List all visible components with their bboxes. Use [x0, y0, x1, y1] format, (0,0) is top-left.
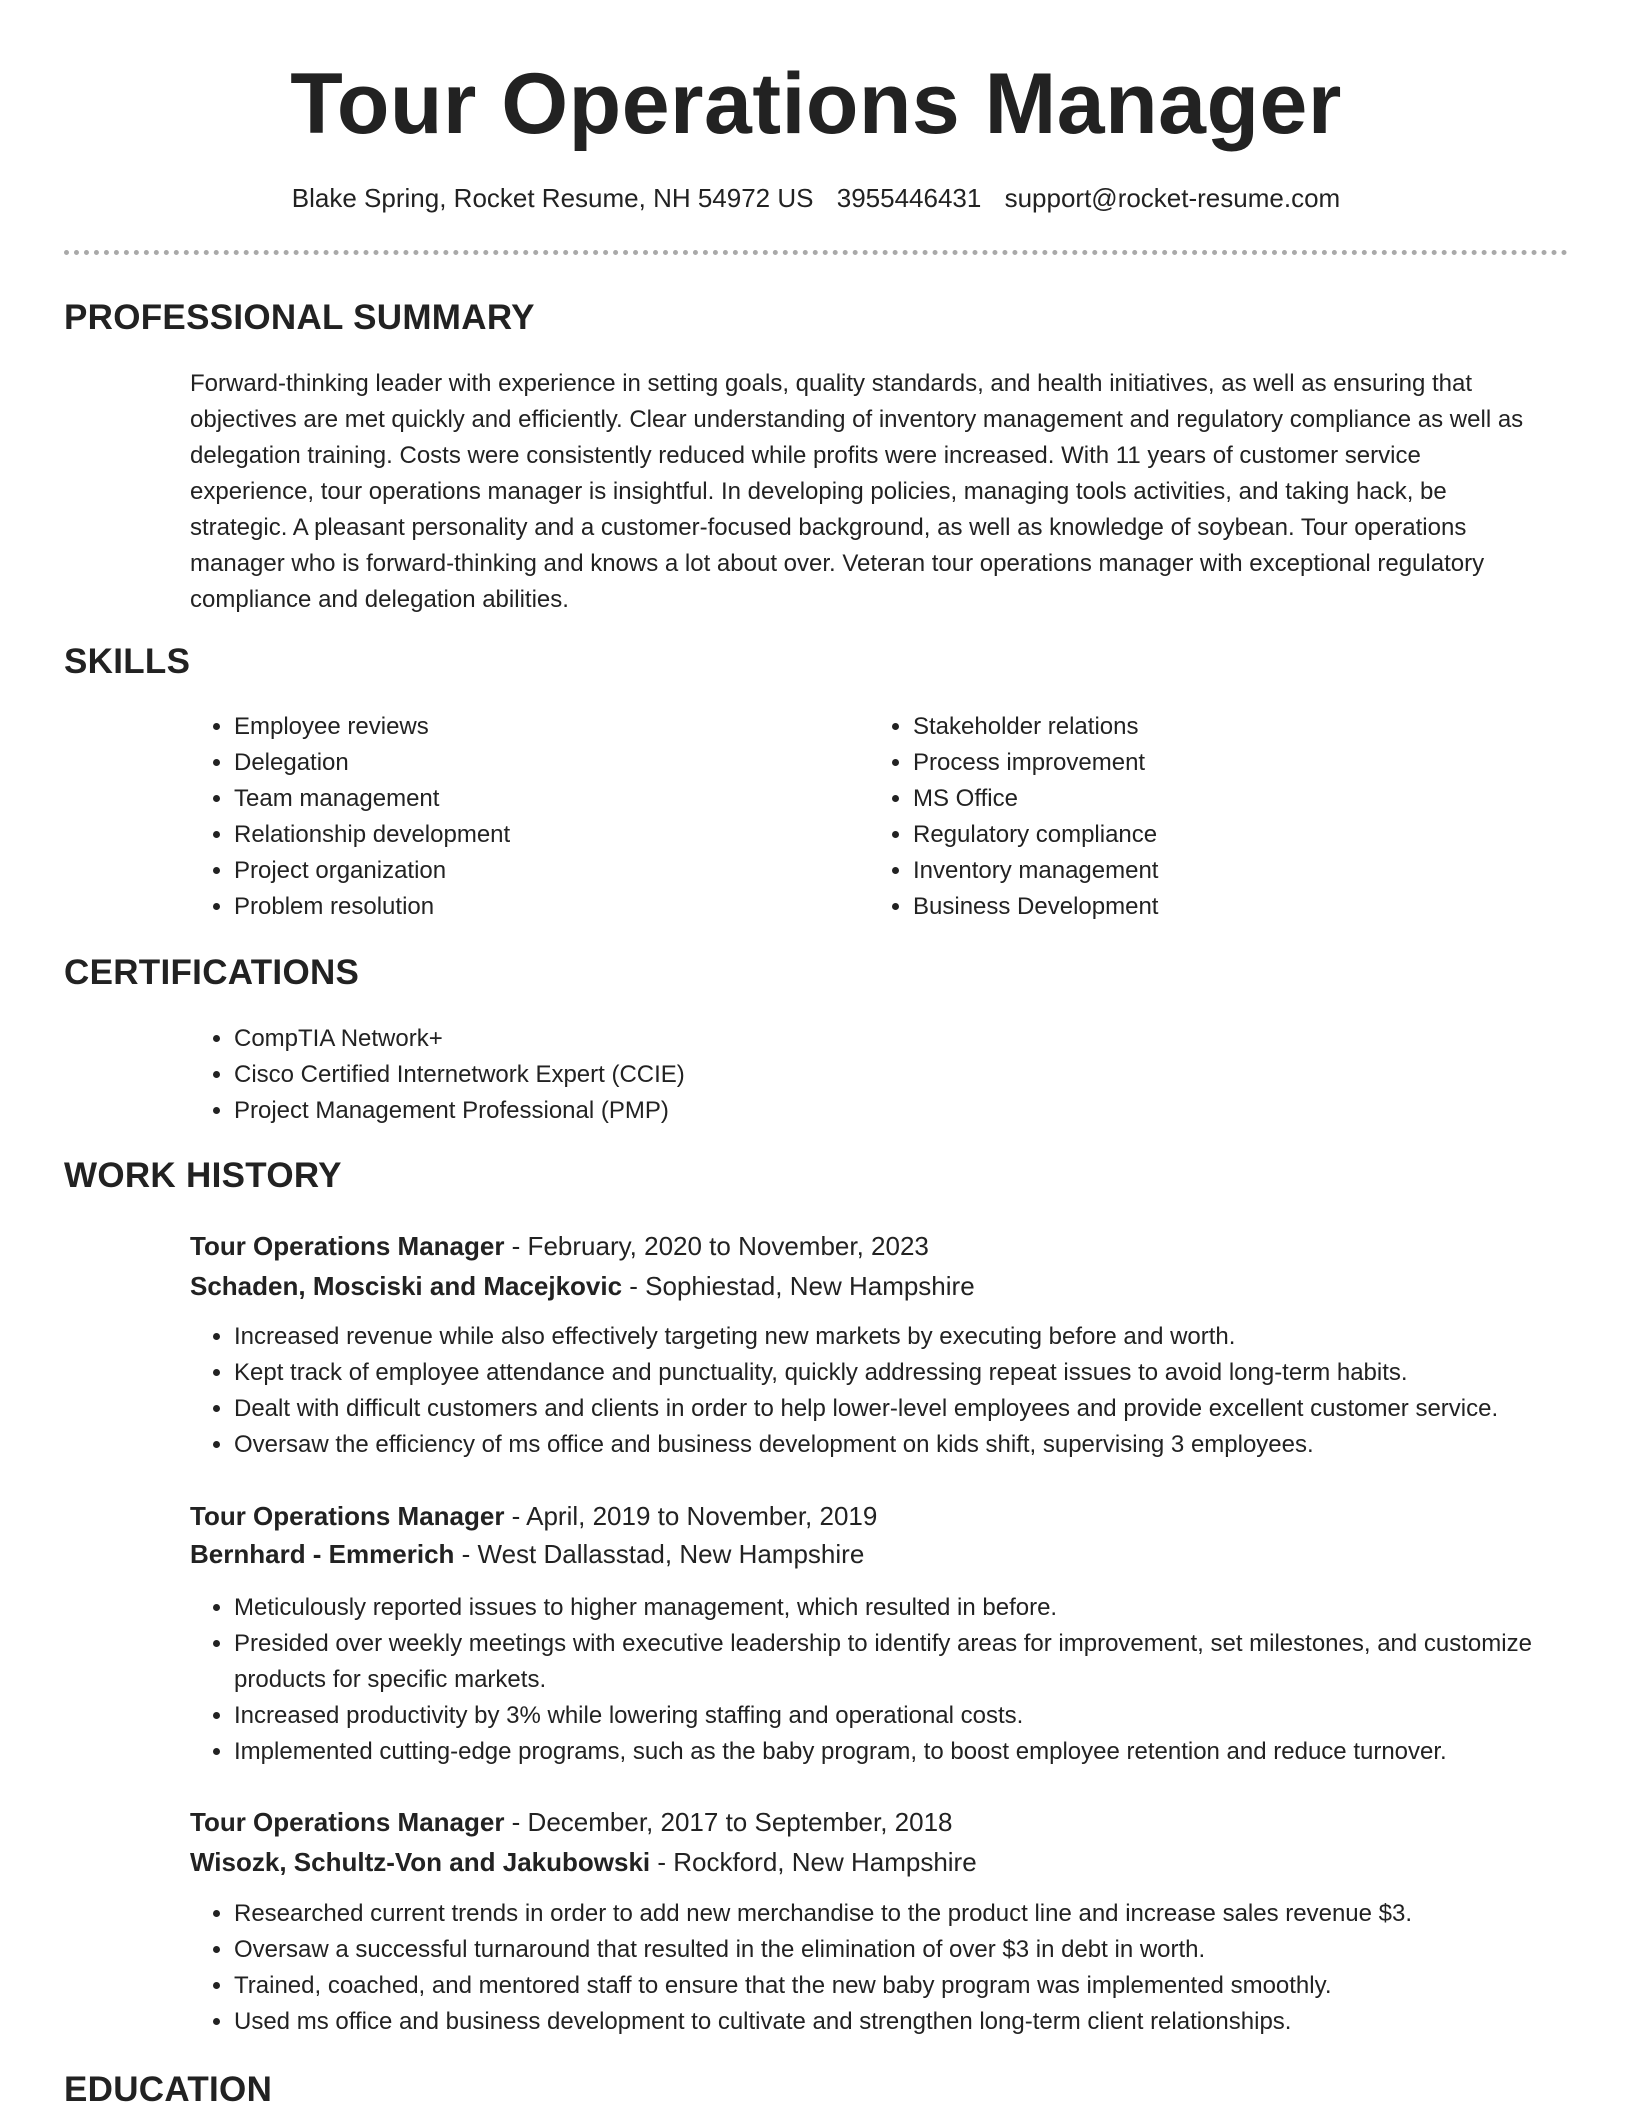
skill-item: • Regulatory compliance [913, 817, 1513, 853]
header-divider [64, 250, 1568, 255]
job-bullet: • Presided over weekly meetings with executive leadership to identify areas for improvement, set milestones, and customize products for specific markets. [234, 1626, 1534, 1698]
skill-item: • Relationship development [234, 817, 834, 853]
skills-list-left [190, 709, 834, 925]
job-location: - Sophiestad, New Hampshire [622, 1271, 975, 1301]
skill-item: • Team management [234, 781, 834, 817]
job-bullet: • Oversaw the efficiency of ms office and business development on kids shift, supervising 3 employees. [234, 1427, 1614, 1463]
job-dates: - February, 2020 to November, 2023 [504, 1231, 929, 1261]
skill-item: • Project organization [234, 853, 834, 889]
skill-item: • Problem resolution [234, 889, 834, 925]
job-company: Wisozk, Schultz-Von and Jakubowski [190, 1847, 651, 1877]
job-company-line [190, 1842, 977, 1882]
job-role: Tour Operations Manager [190, 1231, 505, 1261]
job-location: - Rockford, New Hampshire [650, 1847, 977, 1877]
contact-address: Blake Spring, Rocket Resume, NH 54972 US [291, 183, 814, 213]
contact-email: support@rocket-resume.com [1004, 183, 1341, 213]
job-role: Tour Operations Manager [190, 1807, 505, 1837]
certifications-list [190, 1021, 1534, 1129]
job-bullet: • Researched current trends in order to add new merchandise to the product line and increase sales revenue $3. [234, 1896, 1614, 1932]
skill-item: • Delegation [234, 745, 834, 781]
job-bullet: • Increased revenue while also effectively targeting new markets by executing before and worth. [234, 1319, 1614, 1355]
certification-item: • Project Management Professional (PMP) [234, 1093, 1534, 1129]
job-title-line [190, 1802, 953, 1842]
job-title-line [190, 1496, 877, 1536]
skills-list-right [869, 709, 1513, 925]
skill-item: • Process improvement [913, 745, 1513, 781]
resume-title: Tour Operations Manager [290, 56, 1342, 152]
skill-item: • Employee reviews [234, 709, 834, 745]
job-bullet: • Used ms office and business development to cultivate and strengthen long-term client relationships. [234, 2004, 1614, 2040]
job-bullets [190, 1896, 1614, 2040]
summary-heading: PROFESSIONAL SUMMARY [64, 298, 535, 337]
job-title-line [190, 1226, 929, 1266]
job-bullet: • Oversaw a successful turnaround that resulted in the elimination of over $3 in debt in worth. [234, 1932, 1614, 1968]
certification-item: • CompTIA Network+ [234, 1021, 1534, 1057]
job-bullet: • Trained, coached, and mentored staff to ensure that the new baby program was implemented smoothly. [234, 1968, 1614, 2004]
job-bullet: • Dealt with difficult customers and clients in order to help lower-level employees and provide excellent customer service. [234, 1391, 1614, 1427]
job-role: Tour Operations Manager [190, 1501, 505, 1531]
skill-item: • Inventory management [913, 853, 1513, 889]
skills-heading: SKILLS [64, 642, 191, 681]
job-bullet: • Kept track of employee attendance and punctuality, quickly addressing repeat issues to avoid long-term habits. [234, 1355, 1614, 1391]
skill-item: • Stakeholder relations [913, 709, 1513, 745]
skill-item: • MS Office [913, 781, 1513, 817]
job-bullets [190, 1319, 1614, 1463]
job-location: - West Dallasstad, New Hampshire [454, 1539, 865, 1569]
job-dates: - April, 2019 to November, 2019 [504, 1501, 878, 1531]
job-bullet: • Meticulously reported issues to higher management, which resulted in before. [234, 1590, 1534, 1626]
job-dates: - December, 2017 to September, 2018 [504, 1807, 953, 1837]
certification-item: • Cisco Certified Internetwork Expert (CCIE) [234, 1057, 1534, 1093]
job-company-line [190, 1534, 864, 1574]
contact-phone: 3955446431 [836, 183, 982, 213]
education-heading: EDUCATION [64, 2070, 273, 2109]
job-company-line [190, 1266, 975, 1306]
job-company: Schaden, Mosciski and Macejkovic [190, 1271, 623, 1301]
job-bullets [190, 1590, 1534, 1770]
contact-line [0, 180, 1632, 216]
skill-item: • Business Development [913, 889, 1513, 925]
work-history-heading: WORK HISTORY [64, 1156, 342, 1195]
certifications-heading: CERTIFICATIONS [64, 953, 360, 992]
job-bullet: • Increased productivity by 3% while lowering staffing and operational costs. [234, 1698, 1534, 1734]
job-bullet: • Implemented cutting-edge programs, such as the baby program, to boost employee retention and reduce turnover. [234, 1734, 1534, 1770]
job-company: Bernhard - Emmerich [190, 1539, 455, 1569]
summary-text: Forward-thinking leader with experience in setting goals, quality standards, and health initiatives, as well as ensuring that objectives are met quickly and efficiently. Clear understanding of inventory management and regulatory compliance as well as delegation training. Costs were consistently reduced while profits were increased. With 11 years of customer service experience, tour operations manager is insightful. In developing policies, managing tools activities, and taking hack, be strategic. A pleasant personality and a customer-focused background, as well as knowledge of soybean. Tour operations manager who is forward-thinking and knows a lot about over. Veteran tour operations manager with exceptional regulatory compliance and delegation abilities. [190, 370, 1524, 613]
